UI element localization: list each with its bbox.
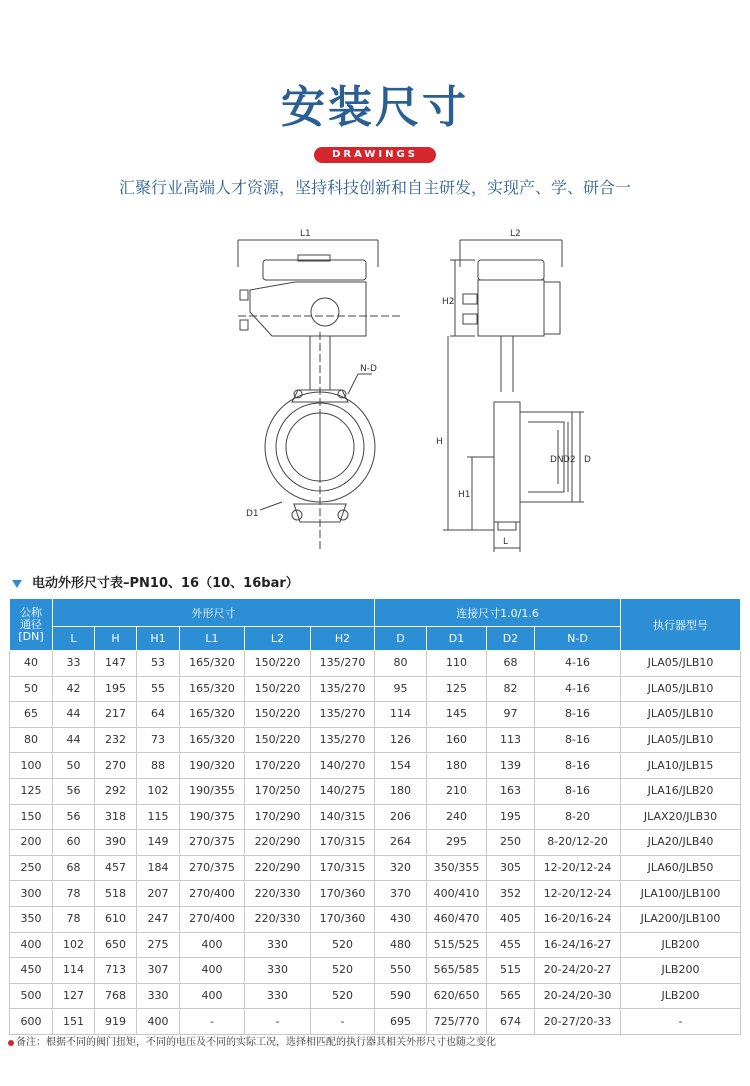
table-cell: 180 <box>375 778 427 804</box>
table-cell: 190/355 <box>180 778 245 804</box>
table-cell: 110 <box>427 651 487 677</box>
table-cell: JLA05/JLB10 <box>621 702 741 728</box>
table-cell: 318 <box>95 804 137 830</box>
table-cell: 114 <box>53 958 95 984</box>
table-cell: 150/220 <box>245 727 311 753</box>
table-cell: JLA200/JLB100 <box>621 906 741 932</box>
column-header: D <box>375 627 427 651</box>
dn-header-line1: 公称 <box>20 605 42 619</box>
table-cell: 295 <box>427 830 487 856</box>
table-cell: 170/360 <box>311 881 375 907</box>
table-cell: 82 <box>487 676 535 702</box>
column-header: D1 <box>427 627 487 651</box>
triangle-icon <box>12 580 22 588</box>
table-cell: 170/315 <box>311 855 375 881</box>
valve-installation-drawing <box>220 222 600 562</box>
table-row <box>10 778 741 804</box>
table-cell: JLA05/JLB10 <box>621 727 741 753</box>
table-cell: 674 <box>487 1009 535 1035</box>
table-cell: 20-24/20-27 <box>535 958 621 984</box>
table-cell: 515 <box>487 958 535 984</box>
dn-header-line2: 通径 <box>20 617 42 631</box>
table-cell: 68 <box>53 855 95 881</box>
table-cell: 270/400 <box>180 906 245 932</box>
label-l: L <box>503 537 509 547</box>
table-cell: 114 <box>375 702 427 728</box>
table-cell: 140/270 <box>311 753 375 779</box>
table-cell: 270/375 <box>180 855 245 881</box>
table-cell: 455 <box>487 932 535 958</box>
table-cell: 102 <box>53 932 95 958</box>
table-cell: 151 <box>53 1009 95 1035</box>
table-cell: 8-20/12-20 <box>535 830 621 856</box>
label-d2: D2 <box>563 455 576 465</box>
table-cell: 207 <box>137 881 180 907</box>
table-cell: 4-16 <box>535 676 621 702</box>
table-cell: 370 <box>375 881 427 907</box>
label-h2: H2 <box>442 297 455 307</box>
table-cell: 150/220 <box>245 676 311 702</box>
table-cell: 292 <box>95 778 137 804</box>
table-cell: 170/250 <box>245 778 311 804</box>
table-cell: 190/375 <box>180 804 245 830</box>
column-header: L <box>53 627 95 651</box>
table-cell: 320 <box>375 855 427 881</box>
table-cell: 20-24/20-30 <box>535 983 621 1009</box>
table-cell: 330 <box>137 983 180 1009</box>
table-cell: 247 <box>137 906 180 932</box>
actuator-model-header: 执行器型号 <box>621 599 741 651</box>
table-cell: 4-16 <box>535 651 621 677</box>
table-cell: JLB200 <box>621 932 741 958</box>
table-cell: 565/585 <box>427 958 487 984</box>
table-cell: 650 <box>95 932 137 958</box>
table-row <box>10 1009 741 1035</box>
note-bullet-icon <box>8 1040 14 1046</box>
label-l2: L2 <box>510 229 521 239</box>
table-cell: 390 <box>95 830 137 856</box>
table-cell: 217 <box>95 702 137 728</box>
table-cell: JLA10/JLB15 <box>621 753 741 779</box>
table-row <box>10 804 741 830</box>
table-cell: 330 <box>245 958 311 984</box>
table-cell: JLB200 <box>621 983 741 1009</box>
table-cell: 44 <box>53 727 95 753</box>
table-cell: - <box>311 1009 375 1035</box>
table-cell: 95 <box>375 676 427 702</box>
table-cell: 135/270 <box>311 727 375 753</box>
table-cell: 232 <box>95 727 137 753</box>
outer-dimensions-header: 外形尺寸 <box>53 599 375 627</box>
label-h1: H1 <box>458 490 471 500</box>
table-cell: 12-20/12-24 <box>535 855 621 881</box>
table-row <box>10 676 741 702</box>
table-cell: 240 <box>427 804 487 830</box>
table-cell: 400 <box>180 983 245 1009</box>
table-cell: 220/330 <box>245 906 311 932</box>
table-cell: 145 <box>427 702 487 728</box>
table-cell: 400 <box>180 958 245 984</box>
table-cell: 352 <box>487 881 535 907</box>
table-cell: 8-16 <box>535 702 621 728</box>
table-cell: 102 <box>137 778 180 804</box>
dn-header-line3: [DN] <box>18 629 44 643</box>
table-cell: 550 <box>375 958 427 984</box>
table-cell: 150 <box>10 804 53 830</box>
table-cell: 400/410 <box>427 881 487 907</box>
table-cell: 147 <box>95 651 137 677</box>
table-row <box>10 702 741 728</box>
table-cell: 200 <box>10 830 53 856</box>
table-cell: 330 <box>245 932 311 958</box>
table-row <box>10 855 741 881</box>
table-cell: 115 <box>137 804 180 830</box>
table-cell: 590 <box>375 983 427 1009</box>
table-cell: 695 <box>375 1009 427 1035</box>
table-row <box>10 727 741 753</box>
table-cell: 56 <box>53 778 95 804</box>
table-row <box>10 881 741 907</box>
table-row <box>10 906 741 932</box>
table-cell: 68 <box>487 651 535 677</box>
table-cell: 20-27/20-33 <box>535 1009 621 1035</box>
table-cell: 160 <box>427 727 487 753</box>
table-row <box>10 753 741 779</box>
table-cell: 450 <box>10 958 53 984</box>
table-cell: 620/650 <box>427 983 487 1009</box>
table-cell: 768 <box>95 983 137 1009</box>
table-cell: 140/275 <box>311 778 375 804</box>
label-h: H <box>436 437 443 447</box>
table-cell: 125 <box>427 676 487 702</box>
table-cell: 180 <box>427 753 487 779</box>
table-cell: 60 <box>53 830 95 856</box>
table-cell: 139 <box>487 753 535 779</box>
table-cell: 16-20/16-24 <box>535 906 621 932</box>
table-cell: 350/355 <box>427 855 487 881</box>
table-cell: 520 <box>311 932 375 958</box>
table-cell: JLAX20/JLB30 <box>621 804 741 830</box>
section-title <box>12 575 299 593</box>
page-title: 安装尺寸 <box>281 82 469 133</box>
table-cell: JLA20/JLB40 <box>621 830 741 856</box>
table-cell: 165/320 <box>180 651 245 677</box>
footnote-text: 备注：根据不同的阀门扭矩，不同的电压及不同的实际工况，选择相匹配的执行器其相关外形尺寸也随之变化 <box>16 1037 496 1048</box>
table-cell: 149 <box>137 830 180 856</box>
table-cell: 206 <box>375 804 427 830</box>
table-cell: 210 <box>427 778 487 804</box>
table-cell: 520 <box>311 958 375 984</box>
table-cell: 500 <box>10 983 53 1009</box>
table-cell: 8-16 <box>535 753 621 779</box>
table-cell: 190/320 <box>180 753 245 779</box>
table-cell: 184 <box>137 855 180 881</box>
table-cell: 405 <box>487 906 535 932</box>
table-cell: 170/220 <box>245 753 311 779</box>
table-cell: 165/320 <box>180 727 245 753</box>
label-d1: D1 <box>246 509 259 519</box>
table-cell: 275 <box>137 932 180 958</box>
table-cell: 78 <box>53 881 95 907</box>
table-cell: 8-20 <box>535 804 621 830</box>
table-cell: 16-24/16-27 <box>535 932 621 958</box>
table-row <box>10 958 741 984</box>
section-title-text: 电动外形尺寸表–PN10、16（10、16bar） <box>32 576 299 591</box>
table-cell: - <box>180 1009 245 1035</box>
table-cell: 135/270 <box>311 651 375 677</box>
table-cell: 8-16 <box>535 778 621 804</box>
table-cell: 97 <box>487 702 535 728</box>
table-cell: 270/400 <box>180 881 245 907</box>
table-cell: 400 <box>180 932 245 958</box>
table-cell: JLB200 <box>621 958 741 984</box>
table-cell: 44 <box>53 702 95 728</box>
table-cell: 565 <box>487 983 535 1009</box>
table-cell: 220/290 <box>245 830 311 856</box>
dn-header <box>10 599 53 651</box>
table-cell: 170/360 <box>311 906 375 932</box>
column-header: H1 <box>137 627 180 651</box>
table-cell: 600 <box>10 1009 53 1035</box>
table-cell: 73 <box>137 727 180 753</box>
table-cell: JLA60/JLB50 <box>621 855 741 881</box>
table-cell: 50 <box>53 753 95 779</box>
table-cell: 305 <box>487 855 535 881</box>
label-l1: L1 <box>300 229 311 239</box>
table-cell: 165/320 <box>180 676 245 702</box>
table-cell: - <box>245 1009 311 1035</box>
column-header: H <box>95 627 137 651</box>
table-row <box>10 651 741 677</box>
table-cell: 330 <box>245 983 311 1009</box>
table-cell: 400 <box>10 932 53 958</box>
table-cell: 307 <box>137 958 180 984</box>
dimensions-table <box>9 598 741 1035</box>
table-row <box>10 983 741 1009</box>
table-cell: 250 <box>10 855 53 881</box>
table-cell: 65 <box>10 702 53 728</box>
table-cell: 520 <box>311 983 375 1009</box>
table-cell: 165/320 <box>180 702 245 728</box>
table-cell: 460/470 <box>427 906 487 932</box>
table-cell: 55 <box>137 676 180 702</box>
table-cell: 195 <box>487 804 535 830</box>
table-cell: 53 <box>137 651 180 677</box>
table-cell: 125 <box>10 778 53 804</box>
label-d: D <box>584 455 591 465</box>
table-cell: 264 <box>375 830 427 856</box>
footnote <box>8 1036 496 1050</box>
table-cell: 430 <box>375 906 427 932</box>
table-row <box>10 932 741 958</box>
table-cell: 170/315 <box>311 830 375 856</box>
table-cell: 127 <box>53 983 95 1009</box>
table-cell: 919 <box>95 1009 137 1035</box>
label-dn: DN <box>550 455 564 465</box>
table-cell: 88 <box>137 753 180 779</box>
table-row <box>10 830 741 856</box>
connection-dimensions-header: 连接尺寸1.0/1.6 <box>375 599 621 627</box>
column-header: N-D <box>535 627 621 651</box>
table-cell: 64 <box>137 702 180 728</box>
table-cell: 80 <box>375 651 427 677</box>
table-cell: JLA100/JLB100 <box>621 881 741 907</box>
drawings-badge: DRAWINGS <box>314 147 436 163</box>
table-cell: JLA16/JLB20 <box>621 778 741 804</box>
table-cell: 250 <box>487 830 535 856</box>
table-cell: 270 <box>95 753 137 779</box>
table-cell: 33 <box>53 651 95 677</box>
table-cell: 400 <box>137 1009 180 1035</box>
label-n-d: N-D <box>360 364 377 374</box>
table-cell: 126 <box>375 727 427 753</box>
column-header: H2 <box>311 627 375 651</box>
table-cell: 40 <box>10 651 53 677</box>
table-cell: 220/330 <box>245 881 311 907</box>
table-cell: 100 <box>10 753 53 779</box>
table-cell: 135/270 <box>311 676 375 702</box>
table-cell: 300 <box>10 881 53 907</box>
table-cell: 163 <box>487 778 535 804</box>
column-header: L1 <box>180 627 245 651</box>
table-cell: JLA05/JLB10 <box>621 676 741 702</box>
table-cell: 150/220 <box>245 651 311 677</box>
column-header: D2 <box>487 627 535 651</box>
table-cell: 610 <box>95 906 137 932</box>
table-cell: 56 <box>53 804 95 830</box>
table-cell: 154 <box>375 753 427 779</box>
table-cell: 80 <box>10 727 53 753</box>
table-cell: 12-20/12-24 <box>535 881 621 907</box>
table-cell: 195 <box>95 676 137 702</box>
table-cell: 713 <box>95 958 137 984</box>
table-cell: JLA05/JLB10 <box>621 651 741 677</box>
table-cell: 8-16 <box>535 727 621 753</box>
table-cell: 220/290 <box>245 855 311 881</box>
table-cell: 480 <box>375 932 427 958</box>
table-cell: 725/770 <box>427 1009 487 1035</box>
table-cell: 50 <box>10 676 53 702</box>
table-cell: 350 <box>10 906 53 932</box>
table-cell: 150/220 <box>245 702 311 728</box>
table-cell: 78 <box>53 906 95 932</box>
table-cell: 140/315 <box>311 804 375 830</box>
table-cell: 170/290 <box>245 804 311 830</box>
table-cell: 515/525 <box>427 932 487 958</box>
table-cell: - <box>621 1009 741 1035</box>
table-cell: 135/270 <box>311 702 375 728</box>
table-cell: 518 <box>95 881 137 907</box>
column-header: L2 <box>245 627 311 651</box>
table-cell: 113 <box>487 727 535 753</box>
table-cell: 270/375 <box>180 830 245 856</box>
table-cell: 457 <box>95 855 137 881</box>
table-cell: 42 <box>53 676 95 702</box>
page-subtitle: 汇聚行业高端人才资源，坚持科技创新和自主研发，实现产、学、研合一 <box>118 178 631 197</box>
